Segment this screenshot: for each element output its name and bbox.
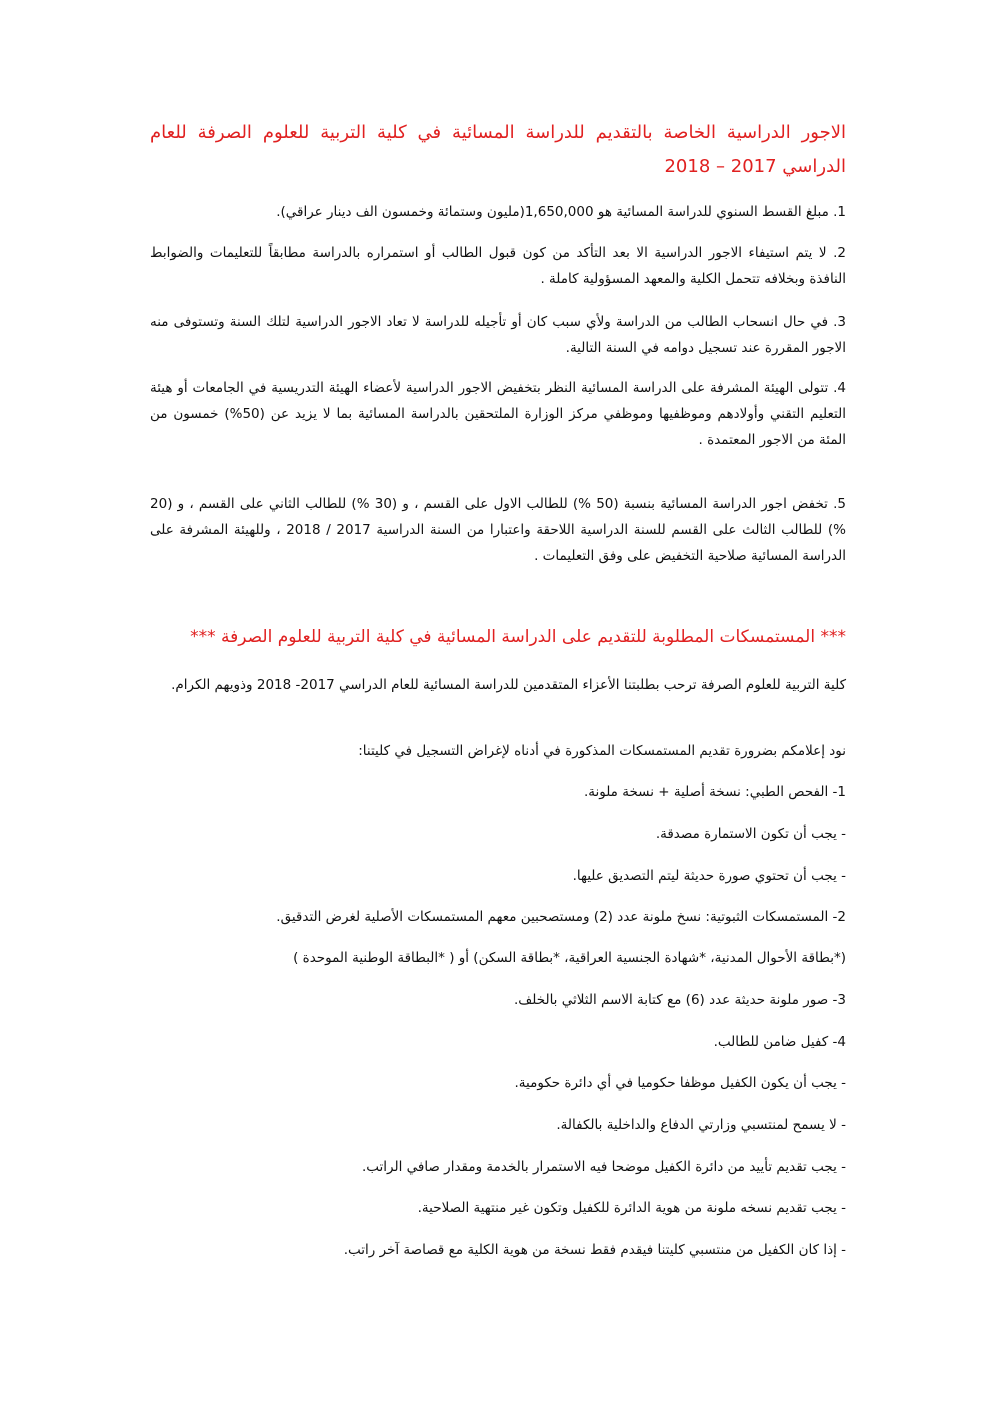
requirements-intro: نود إعلامكم بضرورة تقديم المستمسكات المذكورة في أدناه لإغراض التسجيل في كليتنا: — [358, 743, 846, 759]
requirement-guarantor: 4- كفيل ضامن للطالب. — [713, 1034, 846, 1050]
fee-item-4: 4. تتولى الهيئة المشرفة على الدراسة المسائية النظر بتخفيض الاجور الدراسية لأعضاء الهيئة التدريسية في الجامعات أو هيئة التعليم التقني وأولادهم وموظفيها وموظفي مركز الوزارة الملتحقين بالدراسة المسائية بما لا يزيد عن (50%) خمسون من المئة من الاجور المعتمدة . — [150, 380, 846, 448]
requirement-bullet: - يجب أن يكون الكفيل موظفا حكوميا في أي دائرة حكومية. — [514, 1075, 846, 1091]
requirement-bullet: - يجب أن تكون الاستمارة مصدقة. — [655, 826, 846, 842]
documents-heading: *** المستمسكات المطلوبة للتقديم على الدراسة المسائية في كلية التربية للعلوم الصرفة *** — [190, 627, 846, 647]
requirement-id-list: (*بطاقة الأحوال المدنية، *شهادة الجنسية العراقية، *بطاقة السكن) أو ( *البطاقة الوطنية الموحدة ) — [293, 950, 846, 966]
fees-heading: الاجور الدراسية الخاصة بالتقديم للدراسة المسائية في كلية التربية للعلوم الصرفة للعام الدراسي 2017 – 2018 — [150, 122, 846, 177]
requirement-identity-docs: 2- المستمسكات الثبوتية: نسخ ملونة عدد (2) ومستصحبين معهم المستمسكات الأصلية لغرض التدقيق. — [276, 909, 846, 925]
requirement-bullet: - لا يسمح لمنتسبي وزارتي الدفاع والداخلية بالكفالة. — [556, 1117, 846, 1133]
fee-item-5: 5. تخفض اجور الدراسة المسائية بنسبة (50 %) للطالب الاول على القسم ، و (30 %) للطالب الثاني على القسم ، و (20 %) للطالب الثالث على القسم للسنة الدراسية اللاحقة واعتبارا من السنة الدراسية 2017 / 2018 ، وللهيئة المشرفة على الدراسة المسائية صلاحية التخفيض على وفق التعليمات . — [150, 496, 847, 564]
requirement-bullet: - يجب تقديم تأييد من دائرة الكفيل موضحا فيه الاستمرار بالخدمة ومقدار صافي الراتب. — [361, 1159, 846, 1175]
requirement-bullet: - إذا كان الكفيل من منتسبي كليتنا فيقدم فقط نسخة من هوية الكلية مع قصاصة آخر راتب. — [343, 1242, 846, 1258]
requirement-bullet: - يجب تقديم نسخه ملونة من هوية الدائرة للكفيل وتكون غير منتهية الصلاحية. — [417, 1200, 846, 1216]
fee-item-2: 2. لا يتم استيفاء الاجور الدراسية الا بعد التأكد من كون قبول الطالب أو استمراره بالدراسة مطابقاً للتعليمات والضوابط النافذة وبخلافه تتحمل الكلية والمعهد المسؤولية كاملة . — [150, 245, 846, 287]
requirement-photos: 3- صور ملونة حديثة عدد (6) مع كتابة الاسم الثلاثي بالخلف. — [514, 992, 846, 1008]
fee-item-1: 1. مبلغ القسط السنوي للدراسة المسائية هو 1,650,000(مليون وستمائة وخمسون الف دينار عراقي). — [276, 204, 846, 220]
requirement-bullet: - يجب أن تحتوي صورة حديثة ليتم التصديق عليها. — [572, 868, 846, 884]
welcome-paragraph: كلية التربية للعلوم الصرفة ترحب بطلبتنا الأعزاء المتقدمين للدراسة المسائية للعام الدراسي 2017- 2018 وذويهم الكرام. — [171, 677, 846, 693]
requirement-medical: 1- الفحص الطبي: نسخة أصلية + نسخة ملونة. — [583, 784, 846, 800]
fee-item-3: 3. في حال انسحاب الطالب من الدراسة ولأي سبب كان أو تأجيله للدراسة لا تعاد الاجور الدراسية لتلك السنة وتستوفى منه الاجور المقررة عند تسجيل دوامه في السنة التالية. — [150, 314, 846, 356]
